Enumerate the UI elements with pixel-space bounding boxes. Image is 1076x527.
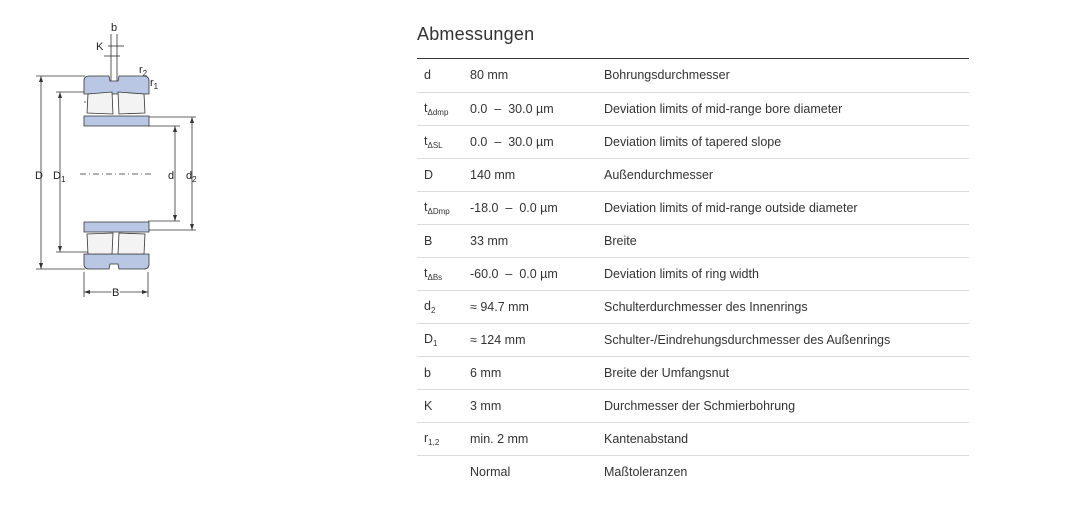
label-d: d [168, 170, 175, 182]
dimension-symbol [417, 290, 470, 323]
table-row [417, 356, 969, 389]
dimension-description: Kantenabstand [604, 431, 689, 446]
dimension-description: Außendurchmesser [604, 167, 714, 182]
dimension-description: Schulterdurchmesser des Innenrings [604, 299, 808, 314]
dimension-symbol [417, 125, 470, 158]
dimension-symbol [417, 422, 470, 455]
label-B: B [112, 287, 120, 299]
symbol-base: t [424, 133, 428, 148]
table-row [417, 257, 969, 290]
dimension-value: 140 mm [470, 167, 516, 182]
dimension-value: -60.0 – 0.0 µm [470, 266, 558, 281]
dimension-value: 80 mm [470, 68, 509, 83]
label-b: b [111, 22, 118, 34]
dimension-symbol [417, 59, 470, 92]
symbol-base: D [424, 167, 434, 182]
symbol-base: t [424, 100, 428, 115]
dimension-description: Deviation limits of ring width [604, 266, 759, 281]
table-row [417, 323, 969, 356]
symbol-subscript: ΔDmp [427, 206, 450, 216]
dimension-value: 33 mm [470, 233, 509, 248]
symbol-base: t [424, 199, 428, 214]
symbol-subscript: ΔBs [427, 272, 443, 282]
dimension-symbol [417, 257, 470, 290]
dimension-value: 3 mm [470, 398, 502, 413]
dimension-symbol [417, 191, 470, 224]
dimension-symbol [417, 158, 470, 191]
dimension-value: 0.0 – 30.0 µm [470, 134, 554, 149]
dimension-description: Bohrungsdurchmesser [604, 68, 730, 83]
symbol-base: d [424, 298, 431, 313]
dimension-description: Schulter-/Eindrehungsdurchmesser des Außenrings [604, 332, 891, 347]
symbol-subscript: 1 [433, 338, 438, 348]
dimension-value: min. 2 mm [470, 431, 529, 446]
dimension-symbol [417, 323, 470, 356]
label-K: K [96, 41, 104, 53]
dimensions-section [417, 22, 969, 488]
symbol-base: r [424, 430, 429, 445]
dimension-description: Breite [604, 233, 637, 248]
dimension-value: Normal [470, 464, 511, 479]
table-row [417, 290, 969, 323]
table-row [417, 125, 969, 158]
dimension-value: -18.0 – 0.0 µm [470, 200, 558, 215]
dimension-value: ≈ 94.7 mm [470, 299, 529, 314]
dimension-description: Durchmesser der Schmierbohrung [604, 398, 796, 413]
dimensions-table [417, 59, 969, 488]
table-row [417, 389, 969, 422]
table-row [417, 59, 969, 92]
label-D: D [35, 170, 43, 182]
label-r2: $r_2$ [139, 64, 148, 78]
label-d2: $d_2$ [186, 170, 197, 184]
symbol-subscript: Δdmp [427, 107, 449, 117]
symbol-subscript: ΔSL [427, 140, 443, 150]
dimension-description: Breite der Umfangsnut [604, 365, 730, 380]
symbol-base: D [424, 331, 434, 346]
symbol-base: K [424, 398, 433, 413]
dimension-description: Deviation limits of mid-range bore diameter [604, 101, 843, 116]
label-r1: $r_1$ [150, 77, 159, 91]
symbol-subscript: 2 [430, 305, 436, 315]
symbol-subscript: 1,2 [428, 437, 440, 447]
symbol-base: B [424, 233, 433, 248]
dimension-value: ≈ 124 mm [470, 332, 526, 347]
dimension-description: Deviation limits of mid-range outside diameter [604, 200, 858, 215]
dimension-symbol [417, 224, 470, 257]
dimension-symbol [417, 356, 470, 389]
symbol-base: d [424, 68, 431, 83]
table-row [417, 191, 969, 224]
dimension-description: Deviation limits of tapered slope [604, 134, 782, 149]
dimension-symbol [417, 389, 470, 422]
table-row [417, 455, 969, 488]
label-D1: $D_1$ [53, 170, 66, 184]
dimension-symbol [417, 92, 470, 125]
table-row [417, 224, 969, 257]
table-row [417, 422, 969, 455]
symbol-base: b [424, 365, 431, 380]
dimension-value: 0.0 – 30.0 µm [470, 101, 554, 116]
section-title: Abmessungen [417, 24, 535, 44]
symbol-base: t [424, 265, 428, 280]
bearing-cross-section-drawing [20, 14, 220, 304]
dimension-symbol [417, 455, 470, 488]
dimension-value: 6 mm [470, 365, 502, 380]
table-row [417, 92, 969, 125]
dimension-description: Maßtoleranzen [604, 464, 688, 479]
table-row [417, 158, 969, 191]
